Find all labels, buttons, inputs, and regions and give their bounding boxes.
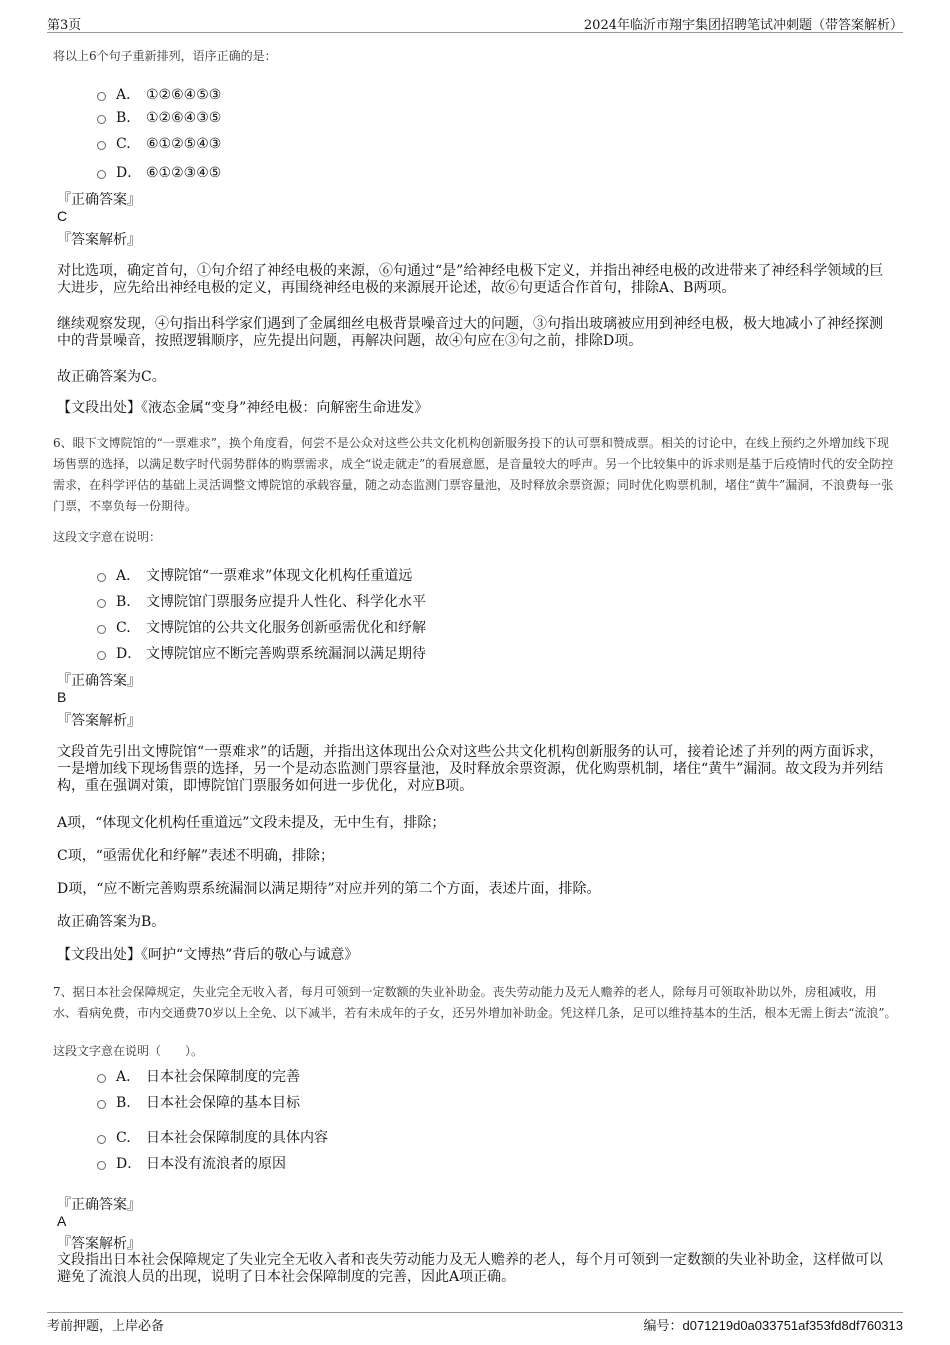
q5-analysis-label: 『答案解析』 [57, 232, 141, 248]
q6-option-b[interactable]: B. 文博院馆门票服务应提升人性化、科学化水平 [97, 591, 426, 611]
radio-icon[interactable] [97, 92, 106, 101]
q5-option-a[interactable]: A． ①②⑥④⑤③ [97, 84, 221, 104]
q6-analysis-para-5: 故正确答案为B。 [57, 914, 166, 930]
radio-icon[interactable] [97, 170, 106, 179]
q6-analysis-para-4: D项，“应不断完善购票系统漏洞以满足期待”对应并列的第二个方面，表述片面，排除。 [57, 881, 601, 897]
q5-option-b[interactable]: B. ①②⑥④③⑤ [97, 110, 221, 126]
q5-prompt: 将以上6个句子重新排列，语序正确的是： [53, 49, 277, 63]
q6-answer: B [57, 689, 67, 705]
footer-slogan: 考前押题，上岸必备 [47, 1319, 165, 1334]
q6-analysis-para-3: C项，“亟需优化和纾解”表述不明确，排除； [57, 848, 335, 864]
q6-analysis-para-2: A项，“体现文化机构任重道远”文段未提及，无中生有，排除； [57, 815, 446, 831]
document-id: 编号：d071219d0a033751af353fd8df760313 [643, 1318, 903, 1333]
page-header [47, 12, 903, 33]
q7-option-d[interactable]: D． 日本没有流浪者的原因 [97, 1153, 286, 1173]
q5-analysis-para-2: 继续观察发现，④句指出科学家们遇到了金属细丝电极背景噪音过大的问题，③句指出玻璃被应用到神经电极，极大地减小了神经探测中的背景噪音，按照逻辑顺序，应先提出问题，再解决问题，故④句应在③句之前，排除D项。 [57, 316, 883, 349]
q7-option-c[interactable]: C. 日本社会保障制度的具体内容 [97, 1127, 328, 1147]
radio-icon[interactable] [97, 625, 106, 634]
radio-icon[interactable] [97, 573, 106, 582]
q7-analysis: 文段指出日本社会保障规定了失业完全无收入者和丧失劳动能力及无人赡养的老人，每个月可领到一定数额的失业补助金，这样做可以避免了流浪人员的出现，说明了日本社会保障制度的完善，因此A项正确。 [57, 1252, 883, 1285]
q6-option-d[interactable]: D． 文博院馆应不断完善购票系统漏洞以满足期待 [97, 643, 426, 663]
q6-option-c[interactable]: C. 文博院馆的公共文化服务创新亟需优化和纾解 [97, 617, 426, 637]
q7-answer-label: 『正确答案』 [57, 1197, 141, 1213]
q5-analysis-para-3: 故正确答案为C。 [57, 369, 166, 385]
q7-question-text: 7、据日本社会保障规定，失业完全无收入者，每月可领到一定数额的失业补助金。丧失劳动能力及无人赡养的老人，除每月可领取补助以外，房租减收，用水、看病免费，市内交通费70岁以上全免、以下减半，若有未成年的子女，还另外增加补助金。凭这样几条，足可以维持基本的生活，根本无需上街去“流浪”。 [53, 985, 897, 1020]
page-footer [47, 1312, 903, 1335]
q7-answer: A [57, 1213, 67, 1229]
document-title: 2024年临沂市翔宇集团招聘笔试冲刺题（带答案解析） [583, 18, 903, 33]
q7-analysis-label: 『答案解析』 [57, 1236, 141, 1252]
radio-icon[interactable] [97, 141, 106, 150]
q5-answer: C [57, 208, 68, 224]
q7-option-a[interactable]: A． 日本社会保障制度的完善 [97, 1066, 300, 1086]
radio-icon[interactable] [97, 1135, 106, 1144]
q5-source: 【文段出处】《液态金属“变身”神经电极：向解密生命进发》 [57, 400, 429, 416]
q6-question-text: 6、眼下文博院馆的“一票难求”，换个角度看，何尝不是公众对这些公共文化机构创新服务投下的认可票和赞成票。相关的讨论中，在线上预约之外增加线下现场售票的选择，以满足数字时代弱势群体的购票需求，成全“说走就走”的看展意愿，是音量较大的呼声。另一个比较集中的诉求则是基于后疫情时代的安全防控需求，在科学评估的基础上灵活调整文博院馆的承载容量，随之动态监测门票容量池，及时释放余票资源；同时优化购票机制，堵住“黄牛”漏洞，不浪费每一张门票，不辜负每一份期待。 [53, 436, 894, 513]
radio-icon[interactable] [97, 1161, 106, 1170]
q6-analysis-para-1: 文段首先引出文博院馆“一票难求”的话题，并指出这体现出公众对这些公共文化机构创新服务的认可，接着论述了并列的两方面诉求，一是增加线下现场售票的选择，另一个是动态监测门票容量池，及时释放余票资源，优化购票机制，堵住“黄牛”漏洞。故文段为并列结构，重在强调对策，即博院馆门票服务如何进一步优化，对应B项。 [57, 744, 884, 794]
radio-icon[interactable] [97, 115, 106, 124]
q5-answer-label: 『正确答案』 [57, 192, 141, 208]
page-number: 第3页 [47, 18, 82, 33]
radio-icon[interactable] [97, 1100, 106, 1109]
q6-prompt: 这段文字意在说明： [53, 530, 162, 544]
q5-option-d[interactable]: D． ⑥①②③④⑤ [97, 162, 221, 182]
q7-prompt: 这段文字意在说明（ ）。 [53, 1044, 204, 1058]
q5-analysis-para-1: 对比选项，确定首句，①句介绍了神经电极的来源，⑥句通过“是”给神经电极下定义，并指出神经电极的改进带来了神经科学领域的巨大进步，应先给出神经电极的定义，再围绕神经电极的来源展开论述，故⑥句更适合作首句，排除A、B两项。 [57, 263, 884, 296]
q6-analysis-label: 『答案解析』 [57, 713, 141, 729]
radio-icon[interactable] [97, 1074, 106, 1083]
radio-icon[interactable] [97, 599, 106, 608]
q6-source: 【文段出处】《呵护“文博热”背后的敬心与诚意》 [57, 947, 359, 963]
q6-answer-label: 『正确答案』 [57, 673, 141, 689]
q6-option-a[interactable]: A． 文博院馆“一票难求”体现文化机构任重道远 [97, 565, 412, 585]
radio-icon[interactable] [97, 651, 106, 660]
q7-option-b[interactable]: B. 日本社会保障的基本目标 [97, 1092, 300, 1112]
q5-option-c[interactable]: C. ⑥①②⑤④③ [97, 136, 221, 152]
